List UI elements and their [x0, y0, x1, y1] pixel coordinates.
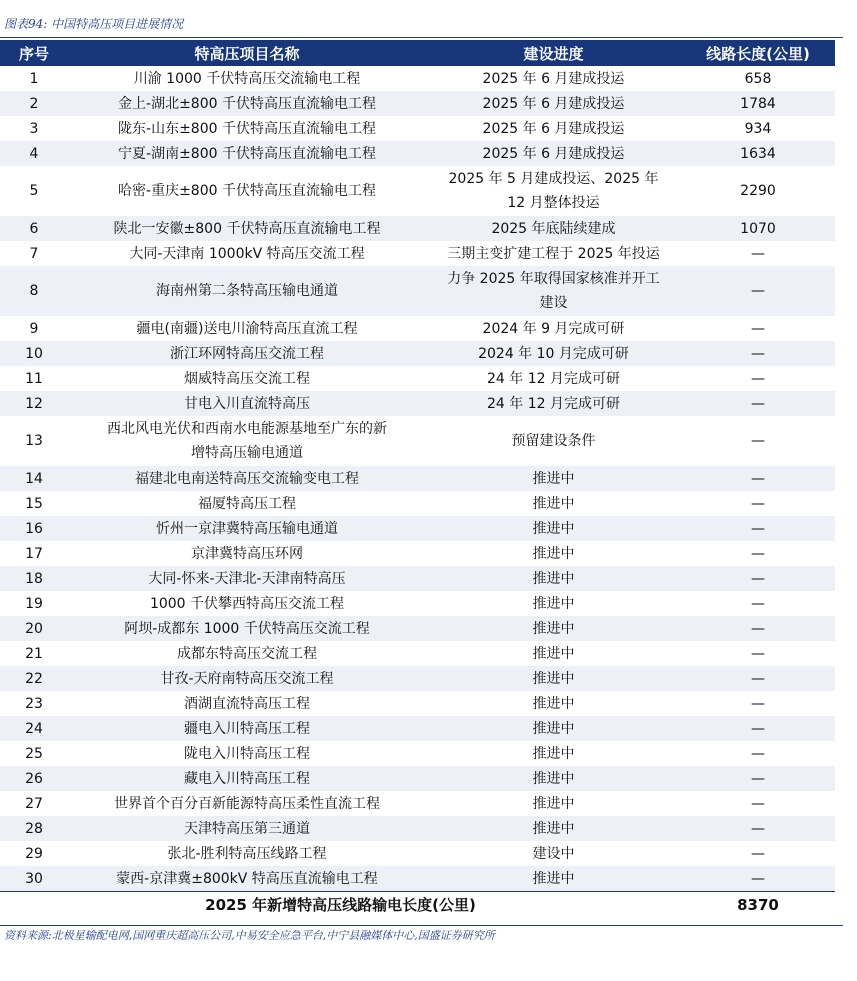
row-length: — [751, 645, 765, 662]
row-progress: 推进中 [532, 595, 575, 612]
table-row [0, 641, 835, 666]
row-length: — [751, 545, 765, 562]
table-row [0, 66, 835, 91]
row-name: 川渝 1000 千伏特高压交流输电工程 [133, 70, 361, 87]
header-length: 线路长度(公里) [681, 40, 835, 66]
row-name: 酒湖直流特高压工程 [184, 695, 310, 712]
row-no: 20 [0, 616, 68, 641]
row-progress: 推进中 [426, 466, 681, 491]
row-no: 27 [25, 795, 43, 812]
table-row [0, 91, 835, 116]
row-name: 藏电入川特高压工程 [68, 766, 426, 791]
row-progress: 推进中 [426, 816, 681, 841]
row-name: 天津特高压第三通道 [68, 816, 426, 841]
table-row [0, 366, 835, 391]
table-row [0, 716, 835, 741]
row-length: — [751, 370, 765, 387]
total-value: 8370 [681, 892, 835, 918]
row-name: 陇东-山东±800 千伏特高压直流输电工程 [118, 120, 376, 137]
caption-divider [0, 37, 843, 38]
table-row [0, 116, 835, 141]
footer-divider [0, 925, 843, 926]
row-progress: 推进中 [426, 516, 681, 541]
table-row [0, 516, 835, 541]
row-progress: 推进中 [532, 545, 575, 562]
table-row [0, 391, 835, 416]
row-name: 世界首个百分百新能源特高压柔性直流工程 [114, 795, 380, 812]
source-note: 资料来源:北极星输配电网,国网重庆超高压公司,中易安全应急平台,中宁县融媒体中心,国盛证券研究所 [4, 929, 495, 942]
header-no: 序号 [0, 40, 68, 66]
table-row [0, 141, 835, 166]
row-no: 14 [0, 466, 68, 491]
table-row [0, 216, 835, 241]
row-name: 疆电(南疆)送电川渝特高压直流工程 [136, 320, 358, 337]
row-no: 11 [25, 370, 43, 387]
row-length: 2290 [740, 183, 776, 199]
row-no: 1 [29, 70, 39, 87]
row-length: 1784 [681, 91, 835, 116]
row-progress: 预留建设条件 [511, 433, 596, 449]
header-name: 特高压项目名称 [68, 40, 426, 66]
row-length: — [681, 266, 835, 316]
row-length: — [681, 866, 835, 892]
row-name: 张北-胜利特高压线路工程 [167, 845, 327, 862]
row-length: — [681, 766, 835, 791]
row-length: — [681, 466, 835, 491]
header-progress: 建设进度 [426, 40, 681, 66]
row-progress: 推进中 [532, 795, 575, 812]
row-no: 18 [0, 566, 68, 591]
row-length: — [751, 745, 765, 762]
row-length: — [681, 616, 835, 641]
table-row [0, 316, 835, 341]
row-no: 28 [0, 816, 68, 841]
row-name: 阿坝-成都东 1000 千伏特高压交流工程 [68, 616, 426, 641]
row-length: — [751, 320, 765, 337]
row-length: — [751, 495, 765, 512]
table-row [0, 741, 835, 766]
row-name: 福建北电南送特高压交流输变电工程 [68, 466, 426, 491]
row-length: — [681, 341, 835, 366]
row-progress: 2025 年 6 月建成投运 [482, 120, 625, 137]
table-row [0, 666, 835, 691]
table-row [0, 566, 835, 591]
row-progress: 24 年 12 月完成可研 [487, 370, 620, 387]
total-label: 2025 年新增特高压线路输电长度(公里) [0, 892, 681, 918]
row-progress: 推进中 [426, 866, 681, 892]
row-no: 4 [0, 141, 68, 166]
row-no: 19 [25, 595, 43, 612]
table-row [0, 766, 835, 791]
row-length: — [751, 845, 765, 862]
table-row [0, 341, 835, 366]
table-row [0, 541, 835, 566]
table-row [0, 841, 835, 866]
row-no: 24 [0, 716, 68, 741]
row-progress: 推进中 [532, 645, 575, 662]
row-length: — [681, 516, 835, 541]
row-progress: 推进中 [426, 616, 681, 641]
row-progress: 推进中 [532, 745, 575, 762]
table-row [0, 616, 835, 641]
row-progress [426, 266, 681, 316]
row-name: 浙江环网特高压交流工程 [68, 341, 426, 366]
row-no: 30 [0, 866, 68, 892]
row-name: 大同-天津南 1000kV 特高压交流工程 [129, 245, 365, 262]
row-no: 21 [25, 645, 43, 662]
row-no: 23 [25, 695, 43, 712]
row-name: 甘孜-天府南特高压交流工程 [68, 666, 426, 691]
table-row [0, 491, 835, 516]
row-no: 5 [29, 183, 39, 199]
row-name: 福厦特高压工程 [198, 495, 296, 512]
row-length: — [681, 391, 835, 416]
row-progress: 推进中 [532, 495, 575, 512]
figure-caption: 图表94: 中国特高压项目进展情况 [4, 17, 184, 31]
row-progress: 2024 年 10 月完成可研 [426, 341, 681, 366]
row-name: 大同-怀来-天津北-天津南特高压 [68, 566, 426, 591]
row-no: 16 [0, 516, 68, 541]
row-progress: 三期主变扩建工程于 2025 年投运 [447, 245, 660, 262]
row-progress: 2025 年 6 月建成投运 [426, 141, 681, 166]
row-name: 疆电入川特高压工程 [68, 716, 426, 741]
uhv-projects-table [0, 40, 835, 917]
row-name: 京津冀特高压环网 [191, 545, 303, 562]
total-row [0, 892, 835, 918]
row-length: — [751, 695, 765, 712]
row-name: 宁夏-湖南±800 千伏特高压直流输电工程 [68, 141, 426, 166]
table-row [0, 866, 835, 892]
row-name: 海南州第二条特高压输电通道 [68, 266, 426, 316]
row-no: 29 [25, 845, 43, 862]
table-row [0, 691, 835, 716]
row-progress [426, 166, 681, 216]
row-length: 1634 [681, 141, 835, 166]
row-length: — [751, 245, 765, 262]
table-body [0, 66, 835, 892]
row-no: 2 [0, 91, 68, 116]
row-length: — [681, 716, 835, 741]
row-no: 7 [29, 245, 39, 262]
row-progress: 推进中 [426, 766, 681, 791]
row-progress-line: 建设 [539, 295, 568, 311]
row-no: 3 [29, 120, 39, 137]
row-name: 甘电入川直流特高压 [68, 391, 426, 416]
row-no: 10 [0, 341, 68, 366]
row-no: 22 [0, 666, 68, 691]
row-no: 17 [25, 545, 43, 562]
row-name: 1000 千伏攀西特高压交流工程 [149, 595, 345, 612]
row-name-line: 增特高压输电通道 [191, 445, 303, 461]
row-length: — [751, 595, 765, 612]
row-progress: 2024 年 9 月完成可研 [482, 320, 625, 337]
row-progress: 2025 年 6 月建成投运 [426, 91, 681, 116]
table-row [0, 266, 835, 316]
table-row [0, 241, 835, 266]
row-length: — [681, 566, 835, 591]
row-progress-line: 2025 年 5 月建成投运、2025 年 [448, 171, 659, 187]
table-row [0, 416, 835, 466]
row-length: — [751, 795, 765, 812]
row-length: — [681, 666, 835, 691]
row-name-line: 西北风电光伏和西南水电能源基地至广东的新 [107, 421, 387, 437]
row-progress: 推进中 [426, 716, 681, 741]
row-name [68, 416, 426, 466]
row-progress-line: 12 月整体投运 [507, 195, 600, 211]
row-length: — [751, 433, 765, 449]
row-length: 934 [744, 120, 772, 137]
table-row [0, 591, 835, 616]
row-name: 陕北一安徽±800 千伏特高压直流输电工程 [68, 216, 426, 241]
row-no: 25 [25, 745, 43, 762]
row-progress: 2025 年 6 月建成投运 [482, 70, 625, 87]
row-progress: 推进中 [426, 666, 681, 691]
row-name: 烟威特高压交流工程 [184, 370, 310, 387]
row-name: 成都东特高压交流工程 [177, 645, 317, 662]
row-progress: 24 年 12 月完成可研 [426, 391, 681, 416]
row-no: 26 [0, 766, 68, 791]
table-row [0, 791, 835, 816]
row-name: 忻州一京津冀特高压输电通道 [68, 516, 426, 541]
row-no: 9 [29, 320, 39, 337]
row-progress: 推进中 [426, 566, 681, 591]
row-progress: 2025 年底陆续建成 [426, 216, 681, 241]
row-no: 12 [0, 391, 68, 416]
table-row [0, 816, 835, 841]
table-row [0, 466, 835, 491]
row-length: 658 [744, 70, 772, 87]
row-progress: 建设中 [532, 845, 575, 862]
row-length: 1070 [681, 216, 835, 241]
row-progress-line: 力争 2025 年取得国家核准并开工 [447, 271, 660, 287]
table-row [0, 166, 835, 216]
row-name: 金上-湖北±800 千伏特高压直流输电工程 [68, 91, 426, 116]
row-name: 蒙西-京津冀±800kV 特高压直流输电工程 [68, 866, 426, 892]
row-no: 6 [0, 216, 68, 241]
table-header-row [0, 40, 835, 66]
row-no: 8 [0, 266, 68, 316]
row-name: 陇电入川特高压工程 [184, 745, 310, 762]
row-length: — [681, 816, 835, 841]
row-progress: 推进中 [532, 695, 575, 712]
row-no: 15 [25, 495, 43, 512]
row-no: 13 [25, 433, 43, 449]
row-name: 哈密-重庆±800 千伏特高压直流输电工程 [118, 183, 376, 199]
